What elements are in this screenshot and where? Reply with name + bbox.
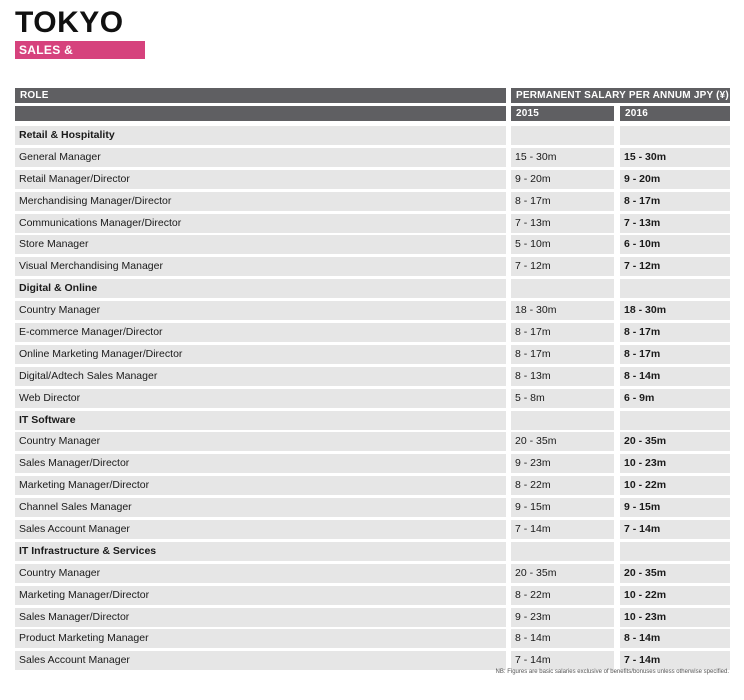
role-cell: Online Marketing Manager/Director <box>15 345 506 364</box>
role-cell: Sales Account Manager <box>15 651 506 670</box>
salary-2016-cell: 6 - 10m <box>620 235 730 254</box>
salary-2016-cell: 9 - 20m <box>620 170 730 189</box>
role-cell: Digital/Adtech Sales Manager <box>15 367 506 386</box>
role-cell: Digital & Online <box>15 279 506 298</box>
salary-2015-cell: 20 - 35m <box>511 564 614 583</box>
salary-2016-cell <box>620 126 730 145</box>
salary-2015-cell <box>511 411 614 430</box>
salary-2016-cell: 8 - 17m <box>620 345 730 364</box>
salary-2015-cell: 8 - 17m <box>511 323 614 342</box>
salary-2015-cell: 9 - 23m <box>511 454 614 473</box>
role-cell: Retail Manager/Director <box>15 170 506 189</box>
category-row <box>15 125 730 147</box>
salary-2015-cell: 9 - 15m <box>511 498 614 517</box>
salary-2016-cell: 7 - 13m <box>620 214 730 233</box>
role-cell: IT Software <box>15 411 506 430</box>
role-cell: Retail & Hospitality <box>15 126 506 145</box>
salary-2016-cell: 10 - 23m <box>620 608 730 627</box>
table-row <box>15 147 730 169</box>
role-cell: Communications Manager/Director <box>15 214 506 233</box>
salary-2015-cell <box>511 542 614 561</box>
table-row <box>15 322 730 344</box>
table-row <box>15 300 730 322</box>
salary-2015-cell: 8 - 14m <box>511 629 614 648</box>
table-row <box>15 563 730 585</box>
table-row <box>15 585 730 607</box>
salary-2016-cell: 8 - 14m <box>620 629 730 648</box>
salary-2016-cell <box>620 411 730 430</box>
salary-2015-cell: 15 - 30m <box>511 148 614 167</box>
salary-2016-cell: 10 - 22m <box>620 586 730 605</box>
salary-2015-cell: 8 - 17m <box>511 345 614 364</box>
salary-2016-cell: 20 - 35m <box>620 432 730 451</box>
header-salary: PERMANENT SALARY PER ANNUM JPY (¥) <box>511 88 730 103</box>
table-row <box>15 213 730 235</box>
role-cell: Visual Merchandising Manager <box>15 257 506 276</box>
role-cell: General Manager <box>15 148 506 167</box>
table-row <box>15 234 730 256</box>
role-cell: Country Manager <box>15 564 506 583</box>
table-row <box>15 256 730 278</box>
salary-2015-cell <box>511 126 614 145</box>
role-cell: Web Director <box>15 389 506 408</box>
role-cell: Sales Account Manager <box>15 520 506 539</box>
role-cell: Product Marketing Manager <box>15 629 506 648</box>
table-row <box>15 344 730 366</box>
role-cell: Channel Sales Manager <box>15 498 506 517</box>
category-row <box>15 410 730 432</box>
salary-2015-cell: 7 - 14m <box>511 651 614 670</box>
role-cell: Sales Manager/Director <box>15 454 506 473</box>
table-row <box>15 453 730 475</box>
section-badge: SALES & MARKETING <box>15 41 145 59</box>
table-row <box>15 497 730 519</box>
table-body <box>15 125 730 672</box>
role-cell: Country Manager <box>15 301 506 320</box>
page-title: TOKYO <box>15 6 124 39</box>
salary-2016-cell: 6 - 9m <box>620 389 730 408</box>
header-year-2016: 2016 <box>620 106 730 121</box>
table-row <box>15 191 730 213</box>
salary-2016-cell: 7 - 12m <box>620 257 730 276</box>
role-cell: Sales Manager/Director <box>15 608 506 627</box>
salary-2015-cell: 20 - 35m <box>511 432 614 451</box>
salary-2015-cell: 8 - 13m <box>511 367 614 386</box>
table-row <box>15 366 730 388</box>
salary-2016-cell <box>620 279 730 298</box>
category-row <box>15 278 730 300</box>
role-cell: Country Manager <box>15 432 506 451</box>
footnote: NB: Figures are basic salaries exclusive of benefits/bonuses unless otherwise specified. <box>495 669 729 675</box>
salary-2015-cell <box>511 279 614 298</box>
table-row <box>15 519 730 541</box>
salary-2015-cell: 5 - 10m <box>511 235 614 254</box>
role-cell: E-commerce Manager/Director <box>15 323 506 342</box>
salary-2015-cell: 8 - 22m <box>511 586 614 605</box>
role-cell: Store Manager <box>15 235 506 254</box>
salary-2015-cell: 8 - 17m <box>511 192 614 211</box>
table-row <box>15 169 730 191</box>
header-role: ROLE <box>15 88 506 103</box>
salary-2015-cell: 5 - 8m <box>511 389 614 408</box>
salary-2015-cell: 7 - 12m <box>511 257 614 276</box>
salary-2016-cell: 8 - 17m <box>620 192 730 211</box>
salary-2015-cell: 9 - 20m <box>511 170 614 189</box>
table-row <box>15 628 730 650</box>
salary-2016-cell: 10 - 22m <box>620 476 730 495</box>
salary-2016-cell: 7 - 14m <box>620 651 730 670</box>
salary-2015-cell: 7 - 13m <box>511 214 614 233</box>
salary-2015-cell: 7 - 14m <box>511 520 614 539</box>
salary-2016-cell: 10 - 23m <box>620 454 730 473</box>
role-cell: Marketing Manager/Director <box>15 586 506 605</box>
salary-2016-cell: 8 - 17m <box>620 323 730 342</box>
table-row <box>15 388 730 410</box>
table-row <box>15 431 730 453</box>
salary-2016-cell: 18 - 30m <box>620 301 730 320</box>
role-cell: Marketing Manager/Director <box>15 476 506 495</box>
category-row <box>15 541 730 563</box>
salary-2016-cell: 15 - 30m <box>620 148 730 167</box>
salary-2016-cell <box>620 542 730 561</box>
header-role-spacer <box>15 106 506 121</box>
salary-2015-cell: 18 - 30m <box>511 301 614 320</box>
salary-2016-cell: 7 - 14m <box>620 520 730 539</box>
header-year-2015: 2015 <box>511 106 614 121</box>
role-cell: Merchandising Manager/Director <box>15 192 506 211</box>
salary-2016-cell: 20 - 35m <box>620 564 730 583</box>
table-row <box>15 607 730 629</box>
salary-2015-cell: 9 - 23m <box>511 608 614 627</box>
table-row <box>15 475 730 497</box>
salary-2016-cell: 8 - 14m <box>620 367 730 386</box>
salary-2015-cell: 8 - 22m <box>511 476 614 495</box>
role-cell: IT Infrastructure & Services <box>15 542 506 561</box>
salary-2016-cell: 9 - 15m <box>620 498 730 517</box>
